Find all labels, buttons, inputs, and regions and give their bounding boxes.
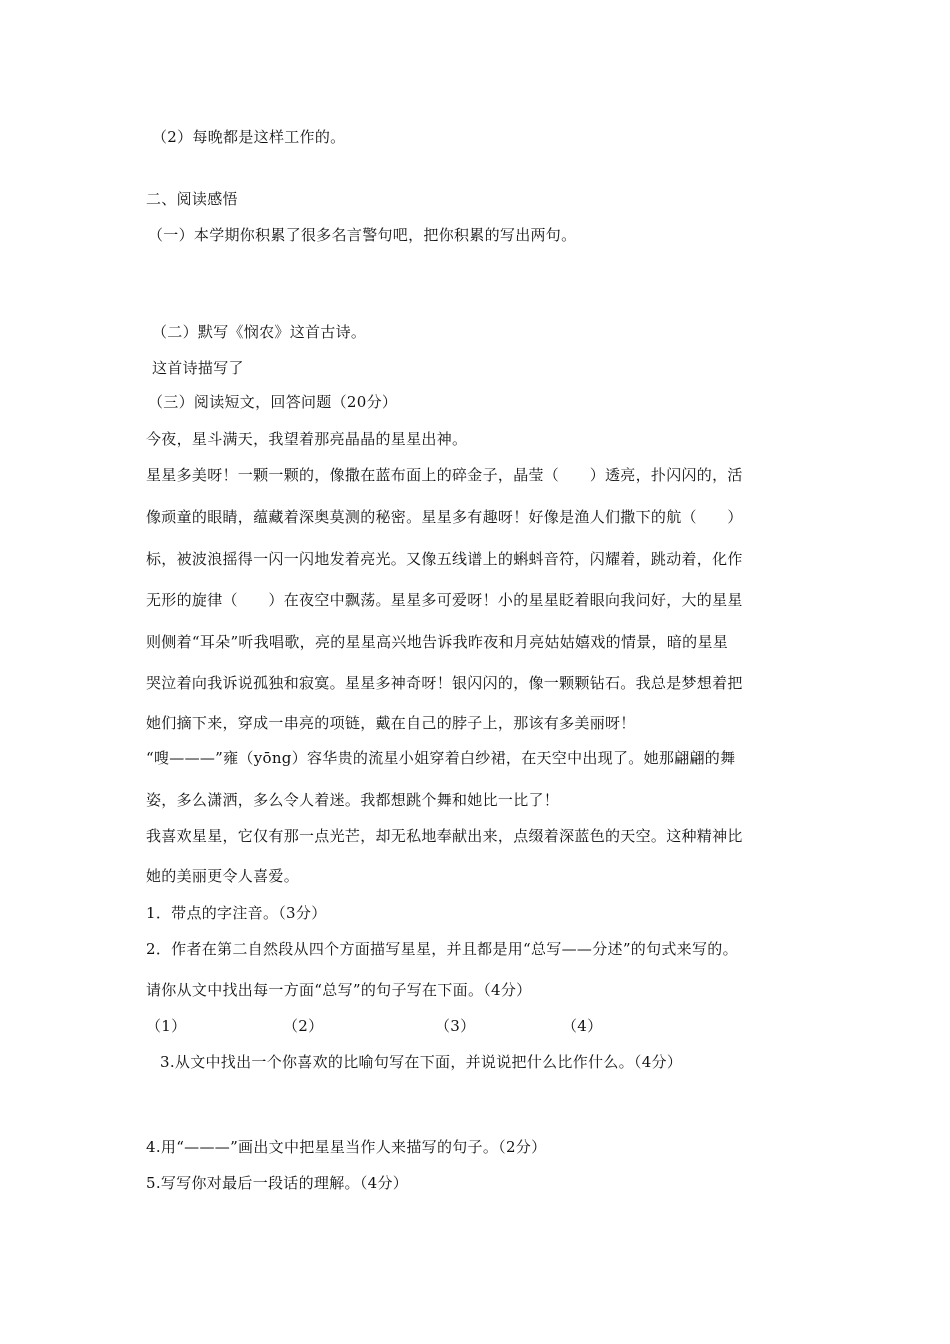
section-title: 二、阅读感悟 [146,190,238,208]
passage-line: “嗖———”雍（yōng）容华贵的流星小姐穿着白纱裙，在天空中出现了。她那翩翩的舞 [146,749,736,767]
passage-line: 哭泣着向我诉说孤独和寂寞。星星多神奇呀！银闪闪的，像一颗颗钻石。我总是梦想着把 [146,674,743,692]
question-two: （二）默写《悯农》这首古诗。 [152,323,367,341]
passage-line: 星星多美呀！一颗一颗的，像撒在蓝布面上的碎金子，晶莹（ ）透亮，扑闪闪的，活 [146,466,743,484]
question-item-5: 5.写写你对最后一段话的理解。（4分） [146,1174,409,1192]
question-item-2-continuation: （2）每晚都是这样工作的。 [152,128,346,146]
question-two-follow: 这首诗描写了 [152,359,244,377]
answer-option: （4） [562,1017,603,1035]
question-one: （一）本学期你积累了很多名言警句吧，把你积累的写出两句。 [148,226,577,244]
passage-line: 姿，多么潇洒，多么令人着迷。我都想跳个舞和她比一比了！ [146,791,560,809]
passage-line: 像顽童的眼睛，蕴藏着深奥莫测的秘密。星星多有趣呀！好像是渔人们撒下的航（ ） [146,508,743,526]
answer-options [146,1016,796,1036]
passage-line: 标，被波浪摇得一闪一闪地发着亮光。又像五线谱上的蝌蚪音符，闪耀着，跳动着，化作 [146,550,743,568]
question-item-2-line2: 请你从文中找出每一方面“总写”的句子写在下面。（4分） [146,981,532,999]
question-item-2-line1: 2．作者在第二自然段从四个方面描写星星，并且都是用“总写——分述”的句式来写的。 [146,940,738,958]
question-three-heading: （三）阅读短文，回答问题（20分） [148,393,398,411]
answer-option: （3） [435,1017,476,1035]
answer-option: （1） [146,1017,187,1035]
passage-line: 我喜欢星星，它仅有那一点光芒，却无私地奉献出来，点缀着深蓝色的天空。这种精神比 [146,827,743,845]
passage-line: 她的美丽更令人喜爱。 [146,867,300,885]
question-item-1: 1．带点的字注音。（3分） [146,904,327,922]
passage-line: 无形的旋律（ ）在夜空中飘荡。星星多可爱呀！小的星星眨着眼向我问好，大的星星 [146,591,743,609]
passage-line: 今夜，星斗满天，我望着那亮晶晶的星星出神。 [146,430,468,448]
question-item-3: 3.从文中找出一个你喜欢的比喻句写在下面，并说说把什么比作什么。（4分） [160,1053,683,1071]
answer-option: （2） [283,1017,324,1035]
question-item-4: 4.用“———”画出文中把星星当作人来描写的句子。（2分） [146,1138,547,1156]
passage-line: 她们摘下来，穿成一串亮的项链，戴在自己的脖子上，那该有多美丽呀！ [146,714,636,732]
passage-line: 则侧着“耳朵”听我唱歌，亮的星星高兴地告诉我昨夜和月亮姑姑嬉戏的情景，暗的星星 [146,633,729,651]
